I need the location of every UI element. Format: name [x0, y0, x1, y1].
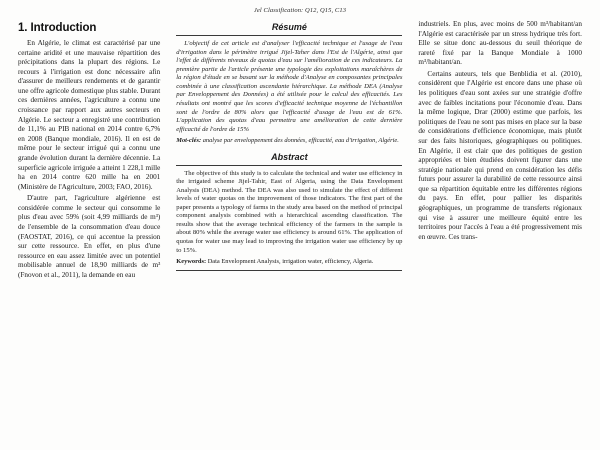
abstract-keywords-text: Data Envelopment Analysis, irrigation water, efficiency, Algeria. [206, 258, 374, 266]
resume-keywords-text: analyse par enveloppement des données, efficacité, eau d'irrigation, Algérie. [201, 137, 399, 145]
resume-keywords-label: Mot-clés: [176, 137, 202, 145]
abstract-bottom-rule [176, 270, 402, 271]
abstract-keywords [176, 258, 402, 266]
resume-keywords [176, 137, 402, 145]
abstract-heading: Abstract [271, 151, 308, 162]
abstract-keywords-label: Keywords: [176, 258, 207, 266]
left-column [18, 20, 170, 446]
resume-heading: Résumé [271, 22, 307, 32]
right-paragraph-2: Certains auteurs, tels que Benblidia et al. (2010), considèrent que l'Algérie est encore dans une phase où les politiques d'eau sont axées sur une stratégie d'offre avec de faibles incitations pour l'économie d'eau. Dans la même logique, Drar (2000) estime que parfois, les politiques de l'eau ne sont pas mises en place sur la base de considérations d'efficience économique, mais plutôt sur des faits historiques, géographiques ou politiques. En Algérie, il est clair que des politiques de gestion appropriées et bien étudiées doivent figurer dans une stratégie nationale qui prend en considération les défis futurs pour assurer la durabilité de cette ressource ainsi que sa répartition équitable entre les différentes régions du pays. En effet, pour pallier les disparités géographiques, un programme de transferts régionaux qui vise à assurer une meilleure équité entre les territoires pour l'accès à l'eau a été progressivement mis en œuvre. Ces trans- [418, 69, 582, 241]
right-paragraph-1: industriels. En plus, avec moins de 500 m³/habitant/an l'Algérie est caractérisée par un stress hydrique très fort. Elle se situe donc au-dessous du seuil théorique de rareté fixé par la Banque Mondiale à 1000 m³/habitant/an. [418, 20, 582, 67]
resume-top-rule [176, 35, 402, 36]
three-column-layout [0, 14, 600, 446]
abstract-text: The objective of this study is to calculate the technical and water use efficiency in the irrigated scheme Jijel-Tahir, East of Algeria, using the Data Envelopment Analysis (DEA) method. The DEA was also used to simulate the effect of different levels of water quotas on the improvement of those indicators. The first part of the paper presents a typology of farms in the study area based on the method of principal component analysis combined with a hierarchical ascending classification. The results show that the average technical efficiency of the farmers in the sample is about 80% while the average water use efficiency is around 61%. The application of quotas for water use may lead to improving the irrigation water use efficiency by up to 15%. [176, 169, 403, 254]
page-title: 1. Introduction [18, 22, 97, 34]
right-column [418, 20, 582, 446]
jel-classification-line: Jel Classification: Q12, Q15, C13 [253, 7, 347, 14]
intro-paragraph-2: D'autre part, l'agriculture algérienne est considérée comme le secteur qui consomme le plus d'eau avec 59% (soit 4,99 milliards de m³) de l'ensemble de la consommation d'eau douce (FAOSTAT, 2016), ce qui accentue la pression sur cette ressource. En effet, en plus d'une ressource en eau assez limitée avec un potentiel mobilisable annuel de 18,90 milliards de m³ (Fnovon et al., 2011), la demande en eau [18, 194, 161, 279]
abstract-top-rule [176, 165, 402, 166]
abstract-column [170, 20, 418, 446]
intro-paragraph-1: En Algérie, le climat est caractérisé par une certaine aridité et une mauvaise répartition des précipitations dans la plupart des régions. Le recours à l'irrigation est donc nécessaire afin d'assurer de meilleurs rendements et de garantir une offre agricole domestique plus stable. Durant ces dernières années, l'agriculture a connu une croissance par rapport aux autres secteurs en Algérie. Le secteur a enregistré une contribution de 11,1% au PIB national en 2014 contre 6,7% en 2008 (Banque mondiale, 2016). Il en est de même pour le secteur irrigué qui a connu une grande évolution durant la dernière décennie. La superficie agricole irriguée a atteint 1 228,1 mille ha en 2014 contre 620 mille ha en 2001 (Ministère de l'Agriculture, 2003; FAO, 2016). [18, 39, 161, 191]
abstract-block [172, 20, 406, 271]
resume-text: L'objectif de cet article est d'analyser l'efficacité technique et l'usage de l'eau d'irrigation dans le périmètre irrigué Jijel-Taher dans l'Est de l'Algérie, ainsi que l'effet de différents niveaux de quotas d'eau sur l'amélioration de ces indicateurs. La première partie de l'article présente une typologie des exploitations maraîchères de la région d'étude en se basant sur la méthode d'Analyse en composantes principales combinée à une classification ascendante hiérarchique. La méthode DEA (Analyse par Enveloppement des Données) a été utilisée pour le calcul des efficacités. Les résultats ont montré que les scores d'efficacité technique moyenne de l'échantillon sont de l'ordre de 80% alors que l'efficacité d'usage de l'eau est de 61%. L'application des quotas d'eau permettra une amélioration de cette dernière efficacité de l'ordre de 15% [176, 40, 403, 133]
